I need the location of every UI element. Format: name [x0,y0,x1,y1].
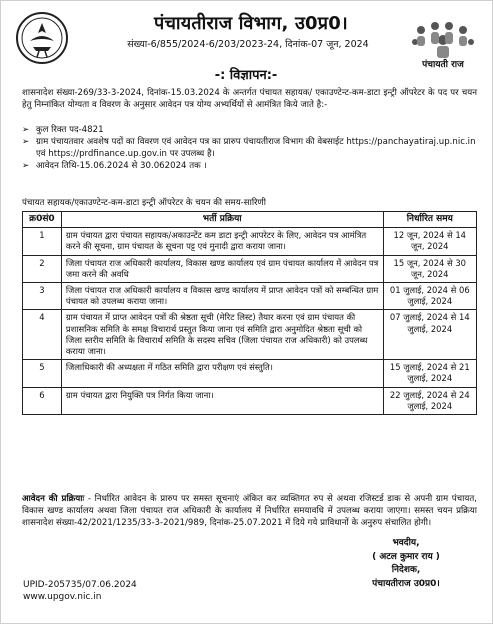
website-link[interactable]: www.upgov.nic.in [23,592,102,602]
schedule-caption: पंचायत सहायक/एकाउण्टेन्ट-कम-डाटा इन्ट्री ऑपरेटर के चयन की समय-सारिणी [22,198,266,208]
up-emblem-logo [15,11,69,65]
process-label: आवेदन की प्रक्रियाः [22,494,85,504]
row-date: 15 जून, 2024 से 30 जून, 2024 [383,255,476,282]
application-process [22,493,477,529]
logo-caption: पंचायती राज [422,60,464,70]
signatory-name: ( अटल कुमार राय ) [372,551,440,562]
row-serial: 4 [23,310,62,360]
notice-heading: -: विज्ञापन:- [214,68,278,83]
bullet-list [22,124,477,172]
row-activity: जिला पंचायत राज अधिकारी कार्यालय, विकास खण्ड कार्यालय एवं ग्राम पंचायत कार्यालय में आवेदन पत्र जमा करने की अवधि [61,255,383,282]
intro-paragraph: शासनादेश संख्या-269/33-3-2024, दिनांक-15.03.2024 के अन्तर्गत पंचायत सहायक/ एकाउण्टेन्ट-कम-डाटा इन्ट्री ऑपरेटर के पद पर चयन हेतु निम्नांकित योग्यता व विवरण के अनुसार आवेदन पत्र योग्य अभ्यर्थियों से आमंत्रित किये जाते है:- [22,88,477,110]
selection-schedule-table [22,211,477,415]
bullet-text: कुल रिक्त पद-4821 [36,125,104,135]
arrow-bullet-icon: ➢ [22,137,30,147]
bullet-item [22,160,477,172]
row-date: 22 जुलाई, 2024 से 24 जुलाई, 2024 [383,387,476,414]
table-row [23,360,477,387]
footer [23,579,137,603]
row-date: 07 जुलाई, 2024 से 14 जुलाई, 2024 [383,310,476,360]
table-row [23,283,477,310]
signatory-designation: निदेशक, [391,565,421,575]
col-header-process: भर्ती प्रक्रिया [61,212,383,228]
row-serial: 6 [23,387,62,414]
table-row [23,387,477,414]
bullet-text: आवेदन तिथि-15.06.2024 से 30.062024 तक । [36,161,207,171]
reference-line: संख्या-6/855/2024-6/203/2023-24, दिनांक-07 जून, 2024 [127,39,369,50]
row-date: 01 जुलाई, 2024 से 06 जुलाई, 2024 [383,283,476,310]
row-activity: ग्राम पंचायत द्वारा नियुक्ति पत्र निर्गत किया जाना। [61,387,383,414]
table-row [23,310,477,360]
row-serial: 1 [23,228,62,255]
process-text: - निर्धारित आवेदन के प्रारुप पर समस्त सूचनाएं अंकित कर व्यक्तिगत रुप से अथवा रजिस्टर्ड डाक से अपनी ग्राम पंचायत, विकास खण्ड कार्यालय अथवा जिला पंचायत राज अधिकारी के कार्यालय में निर्धारित समयावधि में उपलब्ध कराया जाएगा। समस्त चयन प्रक्रिया शासनादेश संख्या-42/2021/1235/33-3-2021/989, दिनांक-25.07.2021 में दिये गये प्राविधानों के अनुरुप संचालित होगी। [22,494,477,528]
col-header-serial: क्र0सं0 [23,212,62,228]
row-date: 15 जुलाई, 2024 से 21 जुलाई, 2024 [383,360,476,387]
table-row [23,255,477,282]
row-activity: ग्राम पंचायत में प्राप्त आवेदन पत्रों की श्रेष्ठता सूची (मेरिट लिस्ट) तैयार करना एवं ग्राम पंचायत की प्रशासनिक समिति के समक्ष विचारार्थ प्रस्तुत किया जाना एवं समिति द्वारा अनुमोदित श्रेष्ठता सूची को जिला स्तरीय समिति के विचारार्थ समिति के सदस्य सचिव (जिला पंचायत राज अधिकारी) को उपलब्ध कराया जाना। [61,310,383,360]
row-activity: ग्राम पंचायत द्वारा पंचायत सहायक/अकाउन्टेंट कम डाटा इन्ट्री आपरेटर के लिए, आवेदन पत्र आमंत्रित करने की सूचना, ग्राम पंचायत के सूचना पट्ट एवं मुनादी द्वारा कराया जाना। [61,228,383,255]
col-header-schedule: निर्धारित समय [383,212,476,228]
row-serial: 3 [23,283,62,310]
upid-text: UPID-205735/07.06.2024 [23,580,137,590]
arrow-bullet-icon: ➢ [22,161,30,171]
bullet-text: ग्राम पंचायतवार अवशेष पदों का विवरण एवं आवेदन पत्र का प्रारुप पंचायतीराज विभाग की वेबसाईट https://panchayatiraj.up.nic.in एवं https://prdfinance.up.gov.in पर उपलब्ध है। [36,137,476,159]
signature-block [331,537,481,591]
row-serial: 2 [23,255,62,282]
row-activity: जिला पंचायत राज अधिकारी कार्यालय व विकास खण्ड कार्यालय में प्राप्त आवेदन पत्रों को सम्बन्धित ग्राम पंचायत को उपलब्ध कराया जाना। [61,283,383,310]
row-serial: 5 [23,360,62,387]
table-header-row [23,212,477,228]
bullet-item [22,124,477,136]
row-date: 12 जून, 2024 से 14 जून, 2024 [383,228,476,255]
row-activity: जिलाधिकारी की अध्यक्षता में गठित समिति द्वारा परीक्षण एवं संस्तुति। [61,360,383,387]
department-title: पंचायतीराज विभाग, उ0प्र0। [154,13,348,34]
arrow-bullet-icon: ➢ [22,125,30,135]
bullet-item [22,136,477,160]
closing-text: भवदीय, [392,538,420,548]
signatory-department: पंचायतीराज उ0प्र0। [372,578,440,589]
table-row [23,228,477,255]
